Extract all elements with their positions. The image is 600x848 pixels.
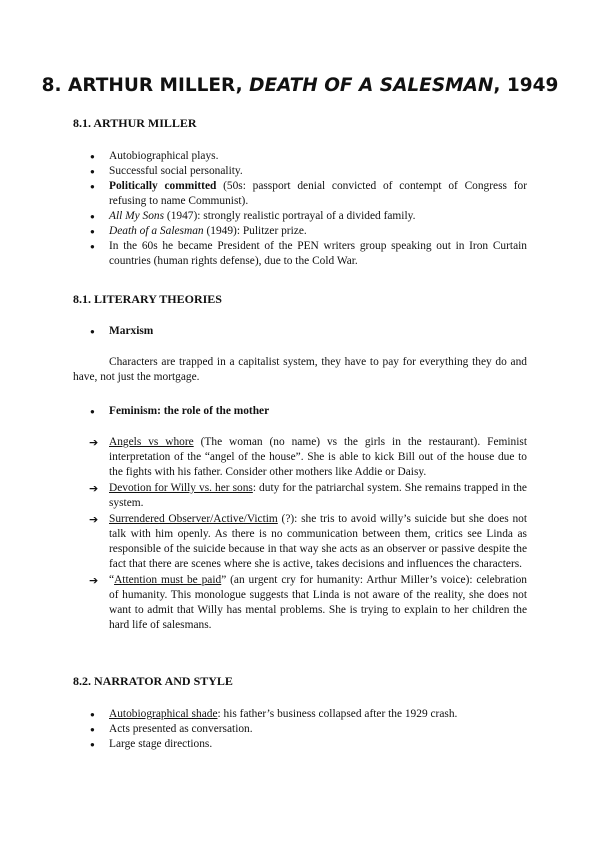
list-item (73, 324, 527, 339)
arrow-item-text: (The woman (no name) vs the girls in the restaurant). Feminist interpretation of the “angel of the house”. She is able to kick Bill out of the house due to the fights with his father. Consider other mothers like Addie or Daisy. (109, 436, 527, 478)
list-item (73, 737, 527, 752)
arrow-item-term: Devotion for Willy vs. her sons (109, 482, 253, 494)
list-item-text: Large stage directions. (109, 738, 213, 750)
arrow-item-quote: “ (109, 574, 115, 586)
section-arthur-miller-list (73, 149, 527, 269)
list-item (73, 224, 527, 239)
feminism-arrow-list (73, 435, 527, 634)
arrow-item-term: Surrendered Observer/Active/Victim (109, 513, 278, 525)
title-play-name: DEATH OF A SALESMAN (249, 75, 494, 96)
list-item (73, 179, 527, 209)
list-item-text: Successful social personality. (109, 165, 243, 177)
arrow-item-term: Attention must be paid (114, 574, 222, 586)
list-item-term: Autobiographical shade (109, 708, 218, 720)
list-item-italic: Death of a Salesman (109, 225, 204, 237)
marxism-label: Marxism (109, 325, 154, 337)
list-item-text: In the 60s he became President of the PEN writers group speaking out in Iron Curtain countries (human rights defense), due to the Cold War. (109, 240, 527, 267)
feminism-bullet (73, 404, 527, 419)
section-heading-narrator-style: 8.2. NARRATOR AND STYLE (73, 674, 233, 688)
title-suffix: , 1949 (493, 75, 559, 96)
arrow-item (73, 435, 527, 480)
marxism-text: Characters are trapped in a capitalist system, they have to pay for everything they do and have, not just the mortgage. (73, 356, 527, 383)
page-title (0, 72, 600, 100)
section-heading-literary-theories: 8.1. LITERARY THEORIES (73, 292, 222, 306)
list-item-text: (50s: passport denial convicted of contempt of Congress for refusing to name Communist). (109, 180, 527, 207)
section-heading-arthur-miller: 8.1. ARTHUR MILLER (73, 116, 197, 130)
marxism-bullet (73, 324, 527, 339)
list-item-italic: All My Sons (109, 210, 165, 222)
arrow-item-text: (?): she tris to avoid willy’s suicide but she does not talk with him openly. As there is no communication between them, critics see Linda as responsible of the suicide because in that way she acts as an observer or passive despite the fact that there are scenes where she is active, takes decisions and influences the characters. (109, 513, 527, 570)
arrow-item (73, 481, 527, 511)
list-item (73, 404, 527, 419)
list-item-text: (1949): Pulitzer prize. (203, 225, 307, 237)
title-prefix: 8. ARTHUR MILLER, (41, 75, 250, 96)
list-item-text: : his father’s business collapsed after the 1929 crash. (217, 708, 458, 720)
list-item (73, 149, 527, 164)
feminism-label: Feminism: the role of the mother (109, 405, 270, 417)
arrow-item-text: ” (an urgent cry for humanity: Arthur Miller’s voice): celebration of humanity. This monologue suggests that Linda is not aware of the reality, she does not want to admit that Willy has mental problems. She is trying to explain to her children the hard life of salesmans. (109, 574, 527, 631)
list-item (73, 722, 527, 737)
list-item-text: (1947): strongly realistic portrayal of a divided family. (164, 210, 416, 222)
list-item (73, 164, 527, 179)
list-item-bold: Politically committed (109, 180, 217, 192)
list-item-text: Autobiographical plays. (109, 150, 219, 162)
list-item (73, 209, 527, 224)
section-narrator-list (73, 707, 527, 752)
arrow-item (73, 573, 527, 633)
arrow-item-text: : duty for the patriarchal system. She remains trapped in the system. (109, 482, 527, 509)
list-item (73, 239, 527, 269)
arrow-item (73, 512, 527, 572)
list-item-text: Acts presented as conversation. (109, 723, 253, 735)
list-item (73, 707, 527, 722)
marxism-paragraph (73, 355, 527, 385)
arrow-item-term: Angels vs whore (109, 436, 194, 448)
